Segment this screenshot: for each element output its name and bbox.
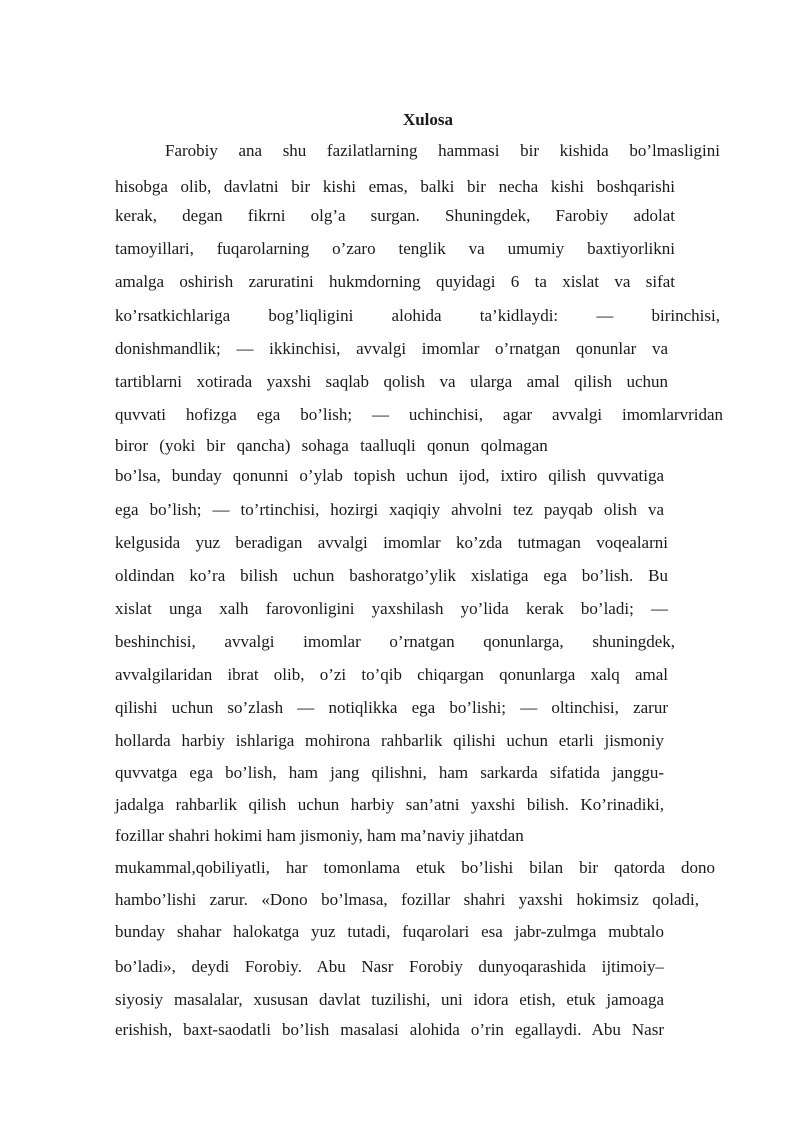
paragraph-line: beshinchisi, avvalgi imomlar o’rnatgan qonunlarga, shuningdek, xyxy=(115,632,675,651)
paragraph-line: tartiblarni xotirada yaxshi saqlab qolish va ularga amal qilish uchun xyxy=(115,372,668,391)
paragraph-line: hambo’lishi zarur. «Dono bo’lmasa, fozillar shahri yaxshi hokimsiz qoladi, xyxy=(115,890,699,909)
paragraph-line: xislat unga xalh farovonligini yaxshilash yo’lida kerak bo’ladi; — xyxy=(115,599,668,618)
paragraph-line: bo’ladi», deydi Forobiy. Abu Nasr Forobiy dunyoqarashida ijtimoiy– xyxy=(115,957,664,976)
paragraph-line: erishish, baxt-saodatli bo’lish masalasi alohida o’rin egallaydi. Abu Nasr xyxy=(115,1020,664,1039)
paragraph-line: hisobga olib, davlatni bir kishi emas, balki bir necha kishi boshqarishi xyxy=(115,177,675,196)
paragraph-line: donishmandlik; — ikkinchisi, avvalgi imomlar o’rnatgan qonunlar va xyxy=(115,339,668,358)
paragraph-line: kelgusida yuz beradigan avvalgi imomlar ko’zda tutmagan voqealarni xyxy=(115,533,668,552)
paragraph-line: qilishi uchun so’zlash — notiqlikka ega bo’lishi; — oltinchisi, zarur xyxy=(115,698,668,717)
paragraph-line: hollarda harbiy ishlariga mohirona rahbarlik qilishi uchun etarli jismoniy xyxy=(115,731,664,750)
section-title: Xulosa xyxy=(402,110,454,129)
paragraph-line: quvvatga ega bo’lish, ham jang qilishni, ham sarkarda sifatida janggu- xyxy=(115,763,664,782)
paragraph-line: tamoyillari, fuqarolarning o’zaro tenglik va umumiy baxtiyorlikni xyxy=(115,239,675,258)
paragraph-line: ega bo’lish; — to’rtinchisi, hozirgi xaqiqiy ahvolni tez payqab olish va xyxy=(115,500,664,519)
paragraph-line: Farobiy ana shu fazilatlarning hammasi bir kishida bo’lmasligini xyxy=(165,141,720,160)
paragraph-line: avvalgilaridan ibrat olib, o’zi to’qib chiqargan qonunlarga xalq amal xyxy=(115,665,668,684)
paragraph-line: bunday shahar halokatga yuz tutadi, fuqarolari esa jabr-zulmga mubtalo xyxy=(115,922,664,941)
paragraph-line: amalga oshirish zaruratini hukmdorning quyidagi 6 ta xislat va sifat xyxy=(115,272,675,291)
paragraph-line: ko’rsatkichlariga bog’liqligini alohida ta’kidlaydi: — birinchisi, xyxy=(115,306,720,325)
paragraph-line: fozillar shahri hokimi ham jismoniy, ham ma’naviy jihatdan xyxy=(115,826,524,845)
paragraph-line: mukammal,qobiliyatli, har tomonlama etuk bo’lishi bilan bir qatorda dono xyxy=(115,858,715,877)
paragraph-line: oldindan ko’ra bilish uchun bashoratgo’ylik xislatiga ega bo’lish. Bu xyxy=(115,566,668,585)
paragraph-line: bo’lsa, bunday qonunni o’ylab topish uchun ijod, ixtiro qilish quvvatiga xyxy=(115,466,664,485)
paragraph-line: quvvati hofizga ega bo’lish; — uchinchisi, agar avvalgi imomlarvridan xyxy=(115,405,723,424)
paragraph-line: biror (yoki bir qancha) sohaga taalluqli qonun qolmagan xyxy=(115,436,548,455)
paragraph-line: jadalga rahbarlik qilish uchun harbiy san’atni yaxshi bilish. Ko’rinadiki, xyxy=(115,795,664,814)
paragraph-line: siyosiy masalalar, xususan davlat tuzilishi, uni idora etish, etuk jamoaga xyxy=(115,990,664,1009)
paragraph-line: kerak, degan fikrni olg’a surgan. Shuningdek, Farobiy adolat xyxy=(115,206,675,225)
